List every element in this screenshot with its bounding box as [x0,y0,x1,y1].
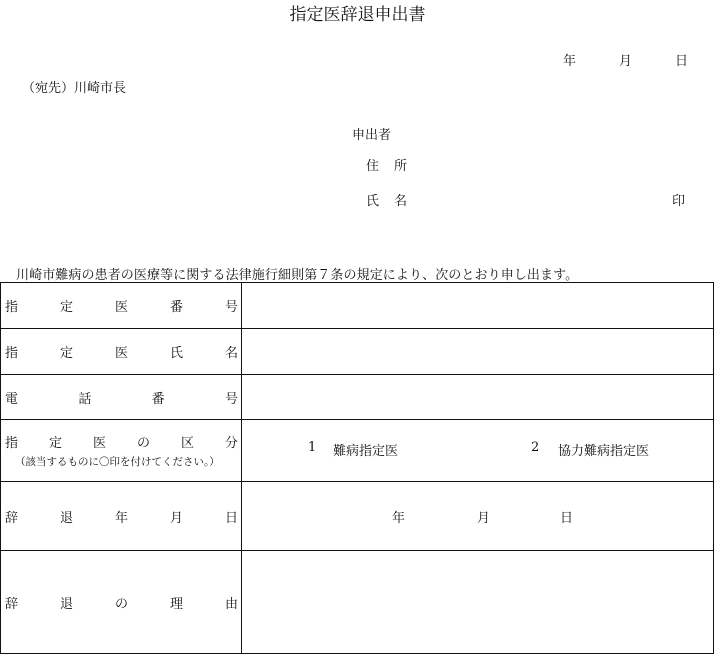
category-options [242,420,714,482]
label-char: 電 [5,391,19,407]
date-month: 月 [619,54,633,69]
applicant-label: 申出者 [352,128,392,143]
label-char: 理 [169,596,183,612]
label-char: 号 [224,391,238,407]
label-char: 定 [59,300,73,315]
label-char: 指 [5,300,19,315]
label-char: の [114,596,128,612]
reason-field[interactable] [242,551,714,654]
seal-mark: 印 [672,194,686,209]
row-category [1,420,714,482]
label-char: 号 [224,300,238,315]
option-2-number[interactable]: 2 [531,440,540,455]
label-char: の [136,436,150,451]
row-reason [1,551,714,654]
label-char: 日 [224,510,238,526]
label-char: 月 [169,510,183,526]
label-char: 退 [59,510,73,526]
label-char: 辞 [5,596,19,612]
label-char: 医 [114,300,128,315]
resign-day: 日 [560,511,574,526]
document-title: 指定医辞退申出書 [289,5,426,25]
date-day: 日 [675,54,689,69]
doctor-name-label [1,329,242,375]
intro-text: 川崎市難病の患者の医療等に関する法律施行細則第７条の規定により、次のとおり申し出ます。 [16,268,579,283]
name-label-1: 氏 [366,194,380,209]
address-label-2: 所 [394,159,408,174]
label-char: 氏 [169,346,183,361]
row-doctor-number [1,283,714,329]
doctor-name-field[interactable] [242,329,714,375]
option-1-label[interactable]: 難病指定医 [333,444,399,459]
label-char: 番 [169,300,183,315]
label-char: 話 [78,391,92,407]
phone-label [1,375,242,420]
application-table [0,282,714,654]
category-note: （該当するものに〇印を付けてください。） [15,456,220,468]
category-label [1,420,242,482]
label-char: 番 [151,391,165,407]
phone-field[interactable] [242,375,714,420]
option-1-number[interactable]: 1 [308,440,317,455]
label-char: 医 [92,436,106,451]
doctor-number-label [1,283,242,329]
label-char: 指 [5,436,19,451]
label-char: 医 [114,346,128,361]
label-char: 由 [224,596,238,612]
option-2-label[interactable]: 協力難病指定医 [558,444,650,459]
resign-date-field[interactable] [242,482,714,551]
addressee: （宛先）川崎市長 [22,81,127,96]
address-label-1: 住 [366,159,380,174]
label-char: 定 [59,346,73,361]
row-phone [1,375,714,420]
label-char: 指 [5,346,19,361]
reason-label [1,551,242,654]
label-char: 辞 [5,510,19,526]
label-char: 退 [59,596,73,612]
label-char: 名 [224,346,238,361]
label-char: 年 [114,510,128,526]
row-resign-date [1,482,714,551]
label-char: 分 [224,436,238,451]
resign-month: 月 [477,511,491,526]
resign-year: 年 [392,511,406,526]
doctor-number-field[interactable] [242,283,714,329]
label-char: 区 [180,436,194,451]
date-year: 年 [563,54,577,69]
resign-date-label [1,482,242,551]
label-char: 定 [48,436,62,451]
row-doctor-name [1,329,714,375]
name-label-2: 名 [394,194,408,209]
